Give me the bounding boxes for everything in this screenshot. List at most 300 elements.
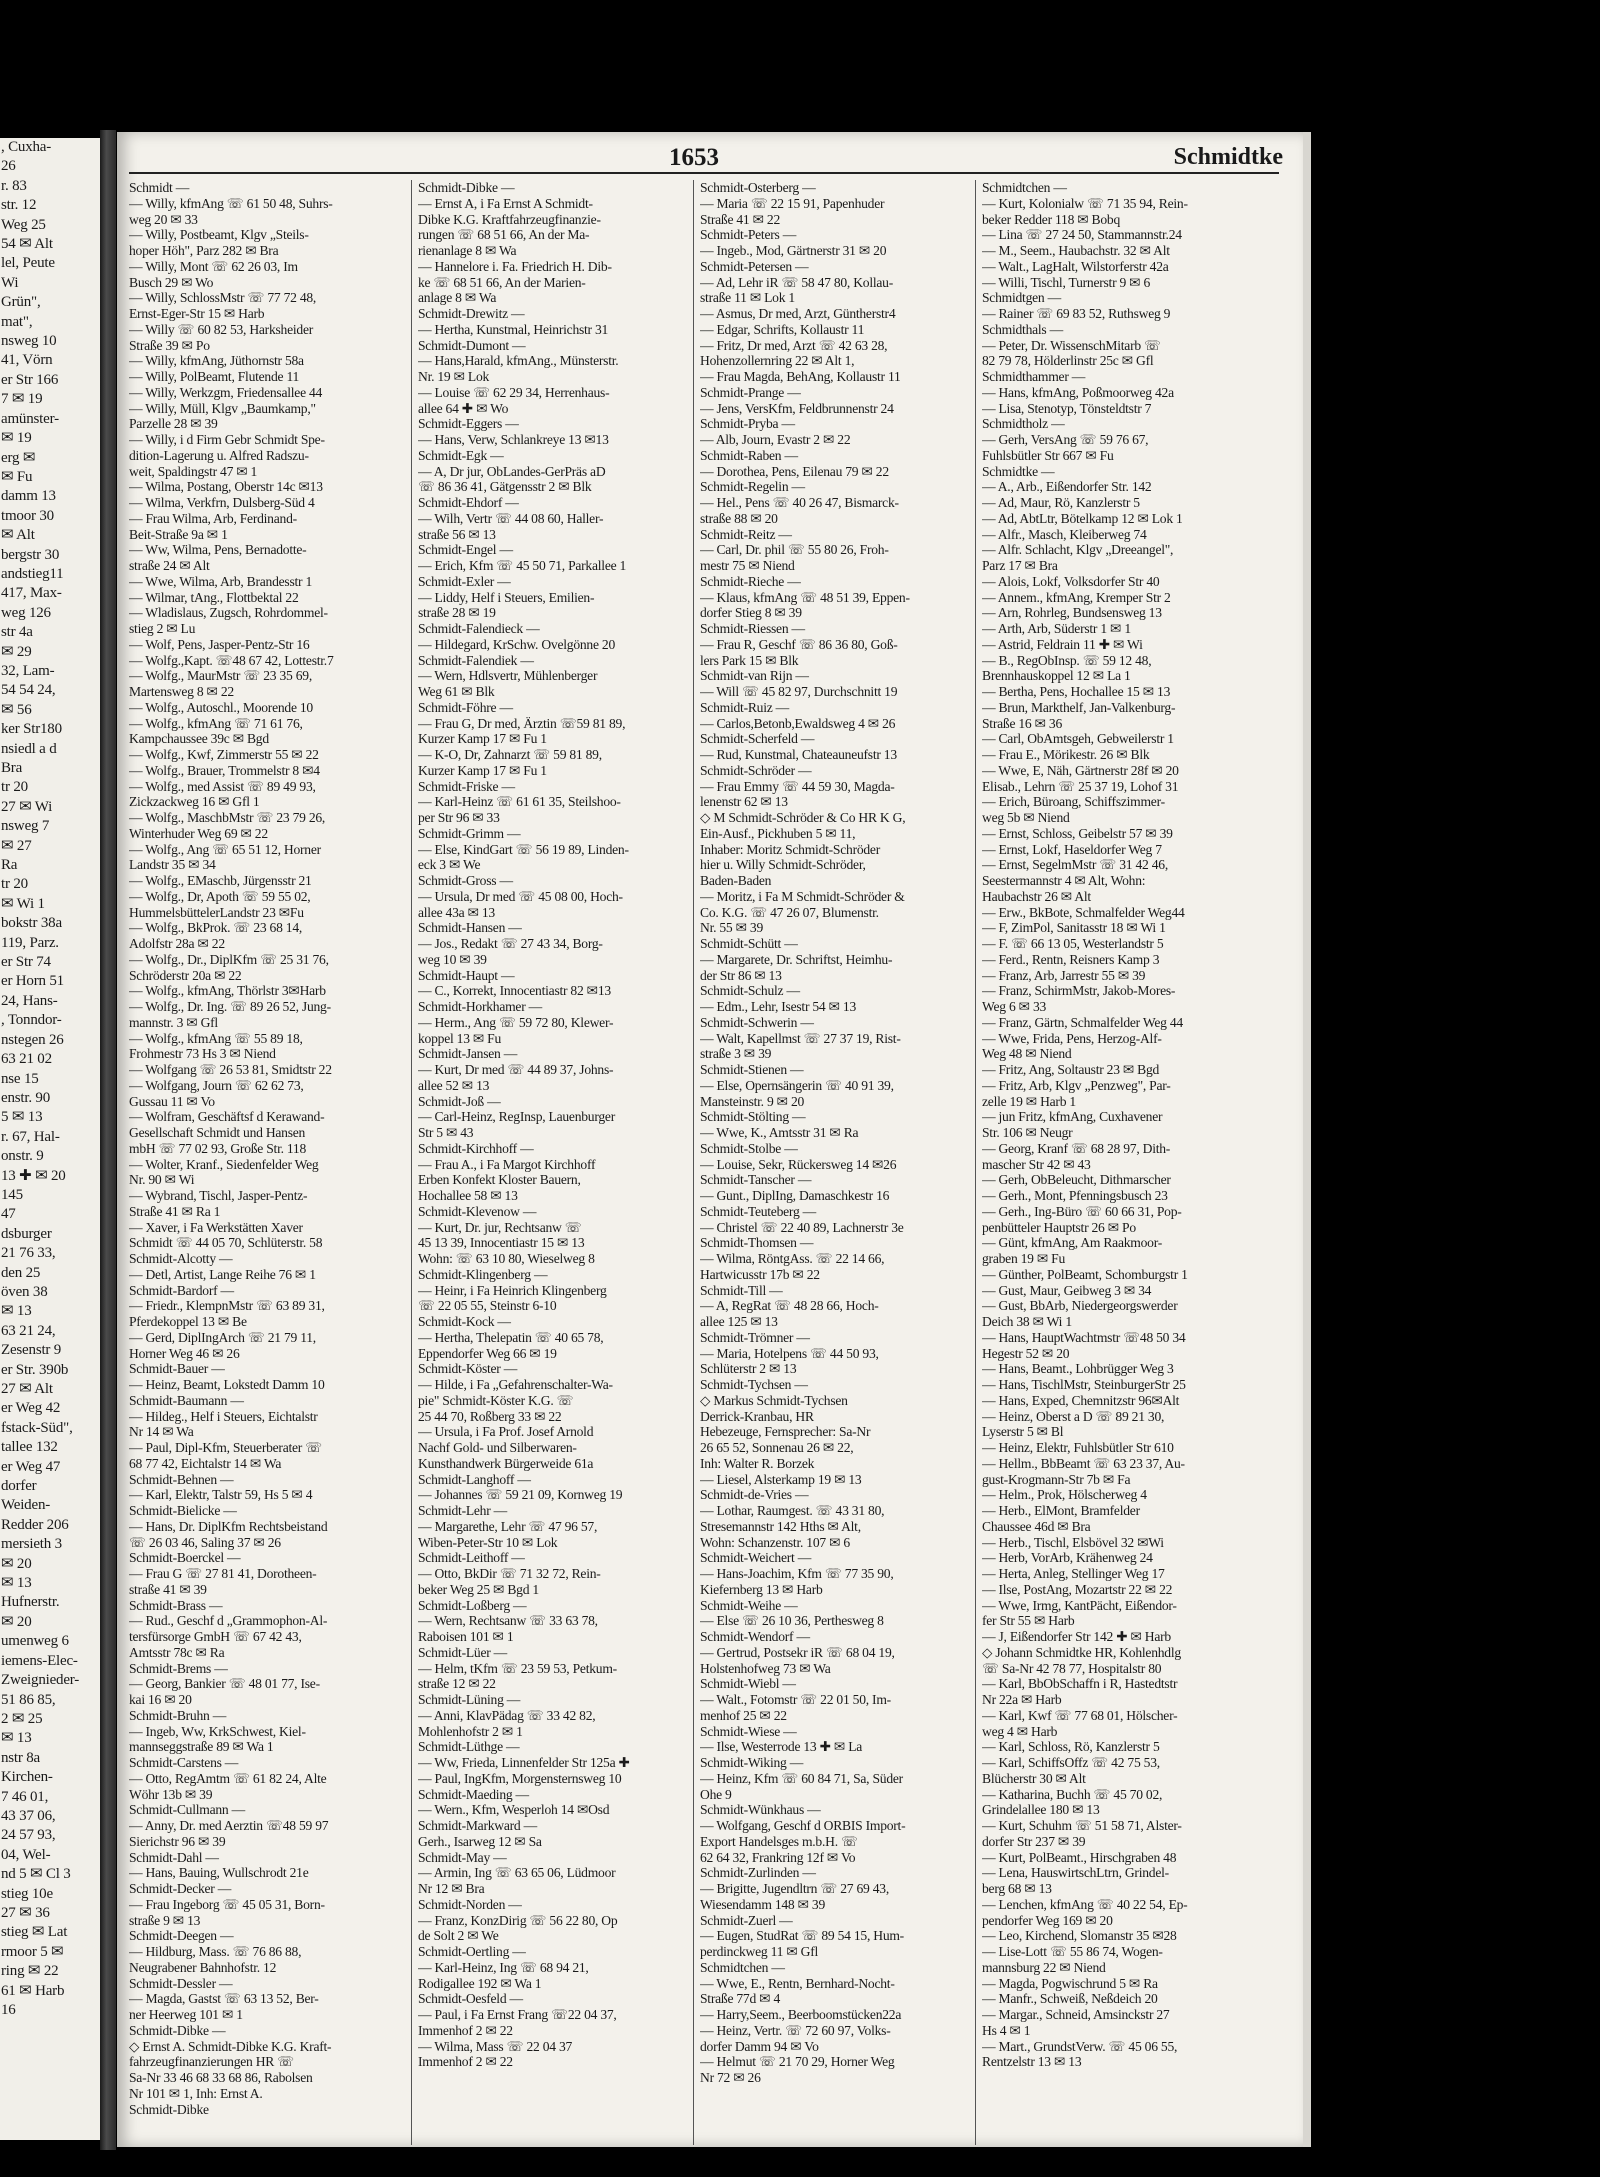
directory-entry-line: Sa-Nr 33 46 68 33 68 86, Rabolsen: [129, 2070, 313, 2085]
directory-entry-line: beker Weg 25 ✉ Bgd 1: [418, 1581, 539, 1597]
previous-page-line: nd 5 ✉ Cl 3: [1, 1866, 71, 1883]
directory-entry-line: — Lise-Lott ☏ 55 86 74, Wogen-: [982, 1944, 1163, 1959]
directory-entry-line: — Helm, tKfm ☏ 23 59 53, Petkum-: [418, 1660, 617, 1676]
previous-page-line: mat",: [1, 313, 33, 330]
directory-entry-line: — Hans, Bauing, Wullschrodt 21e: [129, 1865, 309, 1881]
directory-entry-line: Schmidt-Peters —: [700, 227, 797, 243]
directory-entry-line: Hochallee 58 ✉ 13: [418, 1188, 518, 1203]
directory-entry-line: Schmidt-Pryba —: [700, 416, 795, 432]
directory-entry-line: — F. ☏ 66 13 05, Westerlandstr 5: [982, 936, 1164, 951]
directory-entry-line: Blücherstr 30 ✉ Alt: [982, 1770, 1086, 1786]
directory-entry-line: — Wolfg., Kwf, Zimmerstr 55 ✉ 22: [129, 747, 319, 762]
directory-entry-line: Chaussee 46d ✉ Bra: [982, 1518, 1091, 1534]
directory-entry-line: Beit-Straße 9a ✉ 1: [129, 526, 228, 542]
directory-entry-line: — Herb., Tischl, Elsbövel 32 ✉Wi: [982, 1534, 1164, 1550]
directory-entry-line: Schmidt-Decker —: [129, 1881, 232, 1896]
directory-entry-line: — Willy, SchlossMstr ☏ 77 72 48,: [129, 290, 317, 306]
directory-entry-line: Schmidt-Zuerl —: [700, 1912, 793, 1928]
directory-entry-line: — Leo, Kirchend, Slomanstr 35 ✉28: [982, 1928, 1177, 1944]
directory-entry-line: — Ferd., Rentn, Reisners Kamp 3: [982, 951, 1160, 967]
directory-entry-line: Horner Weg 46 ✉ 26: [129, 1345, 240, 1361]
previous-page-line: 145: [1, 1186, 23, 1203]
directory-entry-line: Schmidt-Rieche —: [700, 573, 801, 589]
directory-entry-line: Nr 72 ✉ 26: [700, 2070, 761, 2085]
previous-page-line: nstr 8a: [1, 1749, 41, 1766]
directory-entry-line: allee 125 ✉ 13: [700, 1314, 778, 1329]
previous-page-line: er Str. 390b: [1, 1361, 69, 1378]
directory-entry-line: — Wolfg., kfmAng ☏ 55 89 18,: [129, 1030, 303, 1046]
directory-entry-line: Grindelallee 180 ✉ 13: [982, 1802, 1100, 1818]
previous-page-line: 43 37 06,: [1, 1807, 56, 1824]
directory-entry-line: — Detl, Artist, Lange Reihe 76 ✉ 1: [129, 1266, 316, 1282]
directory-entry-line: Adolfstr 28a ✉ 22: [129, 936, 225, 951]
directory-entry-line: straße 9 ✉ 13: [129, 1912, 201, 1928]
previous-page-line: 04, Wel-: [1, 1846, 51, 1863]
previous-page-line: stieg ✉ Lat: [1, 1924, 68, 1941]
directory-entry-line: — Ingeb., Mod, Gärtnerstr 31 ✉ 20: [700, 243, 887, 258]
directory-entry-line: Schmidt-Loßberg —: [418, 1597, 527, 1613]
directory-entry-line: — Herm., Ang ☏ 59 72 80, Klewer-: [418, 1014, 614, 1030]
directory-entry-line: — Hildegard, KrSchw. Ovelgönne 20: [418, 636, 615, 652]
previous-page-line: onstr. 9: [1, 1148, 44, 1165]
directory-entry-line: — Ernst, SegelmMstr ☏ 31 42 46,: [982, 857, 1168, 873]
directory-entry-line: Schröderstr 20a ✉ 22: [129, 967, 242, 983]
directory-entry-line: Schmidt-Schulz —: [700, 983, 800, 999]
directory-entry-line: dorfer Damm 94 ✉ Vo: [700, 2038, 819, 2054]
directory-entry-line: — Liddy, Helf i Steuers, Emilien-: [418, 589, 595, 605]
directory-entry-line: — Helm., Prok, Hölscherweg 4: [982, 1487, 1147, 1503]
directory-entry-line: — Katharina, Buchh ☏ 45 70 02,: [982, 1786, 1163, 1802]
directory-entry-line: — Günt, kfmAng, Am Raakmoor-: [982, 1235, 1162, 1251]
directory-entry-line: Schmidt-Jansen —: [418, 1046, 518, 1062]
directory-entry-line: Erben Konfekt Kloster Bauern,: [418, 1172, 581, 1188]
directory-entry-line: — Karl-Heinz ☏ 61 61 35, Steilshoo-: [418, 794, 621, 810]
directory-entry-line: tersfürsorge GmbH ☏ 67 42 43,: [129, 1629, 302, 1644]
directory-entry-line: Schmidt-Kirchhoff —: [418, 1140, 534, 1156]
previous-page-line: 63 21 02: [1, 1051, 52, 1068]
directory-entry-line: Schmidt-Brems —: [129, 1660, 228, 1676]
directory-entry-line: allee 52 ✉ 13: [418, 1077, 490, 1093]
directory-entry-line: Inh: Walter R. Borzek: [700, 1455, 815, 1471]
directory-entry-line: ☏ 22 05 55, Steinstr 6-10: [418, 1298, 557, 1314]
directory-entry-line: — Alfr., Masch, Kleiberweg 74: [982, 526, 1147, 542]
directory-entry-line: — Edgar, Schrifts, Kollaustr 11: [700, 321, 865, 337]
directory-entry-line: Schmidt-Lüning —: [418, 1692, 521, 1707]
previous-page-line: er Weg 42: [1, 1400, 61, 1417]
previous-page-line: erg ✉: [1, 449, 36, 466]
previous-page-line: 5 ✉ 13: [1, 1109, 43, 1126]
directory-entry-line: — Herta, Anleg, Stellinger Weg 17: [982, 1566, 1165, 1581]
directory-entry-line: Schmidt-Wendorf —: [700, 1629, 810, 1644]
directory-entry-line: — Hilde, i Fa „Gefahrenschalter-Wa-: [418, 1377, 613, 1392]
directory-entry-line: — Wolfgang, Journ ☏ 62 62 73,: [129, 1077, 304, 1093]
directory-entry-line: Schmidt-Kock —: [418, 1314, 511, 1329]
directory-entry-line: — Willy, i d Firm Gebr Schmidt Spe-: [129, 432, 325, 447]
directory-entry-line: — Georg, Kranf ☏ 68 28 97, Dith-: [982, 1140, 1171, 1156]
directory-entry-line: — Fritz, Arb, Klgv „Penzweg", Par-: [982, 1077, 1171, 1093]
directory-entry-line: straße 24 ✉ Alt: [129, 558, 210, 573]
directory-entry-line: — Hildburg, Mass. ☏ 76 86 88,: [129, 1944, 302, 1959]
directory-entry-line: — Lina ☏ 27 24 50, Stammannstr.24: [982, 227, 1182, 243]
directory-entry-line: Kampchaussee 39c ✉ Bgd: [129, 731, 269, 747]
directory-entry-line: — Gunt., DiplIng, Damaschkestr 16: [700, 1188, 890, 1203]
directory-entry-line: Export Handelsges m.b.H. ☏: [700, 1833, 858, 1849]
directory-entry-line: Schmidt-Egk —: [418, 447, 504, 463]
directory-entry-line: — Wolfgang, Geschf d ORBIS Import-: [700, 1818, 906, 1833]
directory-entry-line: — Heinz, Kfm ☏ 60 84 71, Sa, Süder: [700, 1770, 903, 1786]
directory-entry-line: Dibke K.G. Kraftfahrzeugfinanzie-: [418, 211, 601, 227]
directory-entry-line: 26 65 52, Sonnenau 26 ✉ 22,: [700, 1440, 854, 1455]
directory-entry-line: — Louise ☏ 62 29 34, Herrenhaus-: [418, 384, 610, 400]
directory-entry-line: straße 11 ✉ Lok 1: [700, 290, 795, 306]
directory-entry-line: allee 64 ✚ ✉ Wo: [418, 400, 509, 416]
directory-entry-line: Kurzer Kamp 17 ✉ Fu 1: [418, 762, 547, 778]
directory-entry-line: lers Park 15 ✉ Blk: [700, 652, 799, 668]
directory-entry-line: Kunsthandwerk Bürgerweide 61a: [418, 1455, 594, 1471]
directory-entry-line: Schmidt-Dumont —: [418, 337, 526, 353]
directory-entry-line: — Willy, Müll, Klgv „Baumkamp,": [129, 400, 316, 416]
directory-entry-line: Schmidt-Dahl —: [129, 1849, 219, 1865]
previous-page-line: 7 ✉ 19: [1, 391, 43, 408]
directory-entry-line: weg 4 ✉ Harb: [982, 1723, 1058, 1739]
directory-entry-line: Elisab., Lehrn ☏ 25 37 19, Lohof 31: [982, 778, 1179, 794]
directory-entry-line: Lyserstr 5 ✉ Bl: [982, 1424, 1064, 1440]
directory-entry-line: Schmidtchen —: [700, 1959, 785, 1975]
directory-entry-line: Schmidt-Cullmann —: [129, 1802, 245, 1818]
directory-entry-line: — Arth, Arb, Süderstr 1 ✉ 1: [982, 621, 1131, 636]
directory-entry-line: 62 64 32, Frankring 12f ✉ Vo: [700, 1849, 856, 1865]
directory-entry-line: — Hans, Beamt., Lohbrügger Weg 3: [982, 1361, 1174, 1377]
previous-page-line: 26: [1, 158, 16, 175]
directory-entry-line: graben 19 ✉ Fu: [982, 1251, 1066, 1266]
directory-entry-line: — Ww, Frieda, Linnenfelder Str 125a ✚: [418, 1755, 630, 1770]
directory-entry-line: — Karl, SchiffsOffz ☏ 42 75 53,: [982, 1755, 1160, 1770]
directory-entry-line: — Margarethe, Lehr ☏ 47 96 57,: [418, 1518, 598, 1534]
directory-entry-line: — Karl, BbObSchaffn i R, Hastedtstr: [982, 1676, 1178, 1692]
page-edge: [1303, 132, 1311, 2147]
directory-entry-line: Parzelle 28 ✉ 39: [129, 416, 218, 432]
directory-entry-line: Schmidt-Thomsen —: [700, 1235, 814, 1251]
previous-page-line: iemens-Elec-: [1, 1652, 78, 1669]
directory-entry-line: — Margarete, Dr. Schriftst, Heimhu-: [700, 951, 893, 967]
directory-entry-line: — Otto, BkDir ☏ 71 32 72, Rein-: [418, 1566, 601, 1581]
previous-page-line: lel, Peute: [1, 255, 55, 272]
directory-entry-line: Neugrabener Bahnhofstr. 12: [129, 1959, 277, 1975]
directory-entry-line: — Wolfg., kfmAng, Thörlstr 3✉Harb: [129, 983, 326, 999]
page-number: 1653: [669, 144, 719, 171]
directory-column-4: [975, 180, 1257, 2145]
directory-entry-line: Mohlenhofstr 2 ✉ 1: [418, 1723, 523, 1739]
directory-entry-line: Ein-Ausf., Pickhuben 5 ✉ 11,: [700, 825, 856, 841]
directory-entry-line: Straße 77d ✉ 4: [700, 1991, 781, 2007]
directory-entry-line: — Erich, Büroang, Schiffszimmer-: [982, 794, 1165, 810]
previous-page-line: nse 15: [1, 1070, 39, 1087]
previous-page-line: r. 83: [1, 177, 27, 194]
directory-entry-line: Schmidt-Till —: [700, 1282, 783, 1298]
directory-entry-line: ☏ 86 36 41, Gätgensstr 2 ✉ Blk: [418, 479, 592, 495]
previous-page-line: weg 126: [1, 604, 51, 621]
directory-entry-line: fer Str 55 ✉ Harb: [982, 1613, 1075, 1629]
directory-entry-line: — Alois, Lokf, Volksdorfer Str 40: [982, 573, 1160, 589]
directory-entry-line: Gerh., Isarweg 12 ✉ Sa: [418, 1833, 542, 1849]
directory-entry-line: Schmidt-Joß —: [418, 1093, 501, 1109]
directory-entry-line: Schmidt-Boerckel —: [129, 1550, 241, 1566]
directory-entry-line: Nr 14 ✉ Wa: [129, 1424, 194, 1440]
directory-entry-line: Schmidt-Behnen —: [129, 1471, 234, 1487]
directory-entry-line: lenenstr 62 ✉ 13: [700, 794, 788, 810]
directory-entry-line: — Else ☏ 26 10 36, Perthesweg 8: [700, 1613, 884, 1629]
previous-page-line: er Horn 51: [1, 973, 64, 990]
directory-entry-line: — Lenchen, kfmAng ☏ 40 22 54, Ep-: [982, 1896, 1188, 1912]
previous-page-line: er Str 74: [1, 954, 51, 971]
directory-entry-line: Hebezeuge, Fernsprecher: Sa-Nr: [700, 1424, 871, 1440]
previous-page-line: ✉ 13: [1, 1730, 32, 1747]
directory-entry-line: Wohn: ☏ 63 10 80, Wieselweg 8: [418, 1251, 595, 1266]
directory-entry-line: hier u. Willy Schmidt-Schröder,: [700, 857, 866, 873]
directory-entry-line: straße 3 ✉ 39: [700, 1046, 772, 1062]
directory-entry-line: Schmidt-Wiebl —: [700, 1676, 796, 1692]
directory-entry-line: — Hans, kfmAng, Poßmoorweg 42a: [982, 384, 1174, 400]
directory-entry-line: Schmidt-Tychsen —: [700, 1377, 808, 1392]
directory-entry-line: — Louise, Sekr, Rückersweg 14 ✉26: [700, 1156, 897, 1172]
directory-entry-line: — Willy ☏ 60 82 53, Harksheider: [129, 321, 314, 337]
directory-entry-line: Schmidthammer —: [982, 369, 1086, 384]
previous-page-fragment: [0, 138, 103, 2140]
directory-entry-line: eck 3 ✉ We: [418, 857, 481, 873]
directory-entry-line: Rentzelstr 13 ✉ 13: [982, 2054, 1082, 2070]
directory-entry-line: Schmidt-Leithoff —: [418, 1550, 525, 1566]
directory-entry-line: Str 5 ✉ 43: [418, 1125, 474, 1140]
directory-entry-line: — Dorothea, Pens, Eilenau 79 ✉ 22: [700, 463, 889, 479]
previous-page-line: ✉ Fu: [1, 468, 33, 485]
directory-entry-line: Schmidt-Stienen —: [700, 1062, 804, 1077]
directory-entry-line: — Paul, IngKfm, Morgensternsweg 10: [418, 1770, 622, 1786]
directory-entry-line: Stresemannstr 142 Hths ✉ Alt,: [700, 1518, 861, 1534]
directory-entry-line: ◇ Johann Schmidtke HR, Kohlenhdlg: [982, 1644, 1181, 1660]
directory-entry-line: Schmidt-Alcotty —: [129, 1251, 233, 1266]
directory-entry-line: Schmidt-Schütt —: [700, 936, 798, 951]
directory-entry-line: — Wwe, Irmg, KantPächt, Eißendor-: [982, 1597, 1177, 1613]
directory-entry-line: — Hans, TischlMstr, SteinburgerStr 25: [982, 1377, 1186, 1392]
previous-page-line: umenweg 6: [1, 1633, 69, 1650]
directory-entry-line: Immenhof 2 ✉ 22: [418, 2022, 513, 2038]
directory-entry-line: straße 28 ✉ 19: [418, 605, 496, 621]
directory-entry-line: — Ursula, i Fa Prof. Josef Arnold: [418, 1424, 594, 1440]
directory-entry-line: Ernst-Eger-Str 15 ✉ Harb: [129, 306, 265, 321]
directory-entry-line: — A, RegRat ☏ 48 28 66, Hoch-: [700, 1298, 879, 1314]
previous-page-line: nsiedl a d: [1, 740, 57, 757]
directory-entry-line: weit, Spaldingstr 47 ✉ 1: [129, 463, 258, 479]
previous-page-line: ✉ 27: [1, 837, 32, 854]
directory-entry-line: — Franz, SchirmMstr, Jakob-Mores-: [982, 983, 1176, 999]
directory-entry-line: Nr. 55 ✉ 39: [700, 920, 764, 936]
directory-entry-line: 68 77 42, Eichtalstr 14 ✉ Wa: [129, 1455, 282, 1471]
directory-entry-line: Schmidt-Gross —: [418, 873, 513, 888]
previous-page-line: 27 ✉ 36: [1, 1904, 50, 1921]
previous-page-line: Weg 25: [1, 216, 46, 233]
directory-entry-line: Weg 61 ✉ Blk: [418, 684, 495, 699]
directory-entry-line: Schmidt-Bruhn —: [129, 1707, 227, 1723]
directory-entry-line: — Wolfg., med Assist ☏ 89 49 93,: [129, 778, 316, 794]
directory-entry-line: Schmidt-Oertling —: [418, 1944, 526, 1959]
directory-entry-line: — Brigitte, Jugendltrn ☏ 27 69 43,: [700, 1881, 889, 1896]
directory-entry-line: mbH ☏ 77 02 93, Große Str. 118: [129, 1140, 307, 1156]
directory-entry-line: — Eugen, StudRat ☏ 89 54 15, Hum-: [700, 1928, 904, 1944]
directory-entry-line: per Str 96 ✉ 33: [418, 810, 500, 825]
directory-entry-line: — Rainer ☏ 69 83 52, Ruthsweg 9: [982, 306, 1171, 321]
previous-page-line: tr 20: [1, 779, 28, 796]
directory-entry-line: mestr 75 ✉ Niend: [700, 558, 795, 573]
directory-entry-line: — Hans, Dr. DiplKfm Rechtsbeistand: [129, 1518, 328, 1534]
directory-entry-line: mascher Str 42 ✉ 43: [982, 1156, 1091, 1172]
previous-page-line: 24, Hans-: [1, 992, 58, 1009]
directory-entry-line: Schmidt-Wiese —: [700, 1723, 797, 1739]
directory-entry-line: ☏ 26 03 46, Saling 37 ✉ 26: [129, 1534, 281, 1550]
directory-entry-line: Rodigallee 192 ✉ Wa 1: [418, 1975, 542, 1991]
directory-entry-line: — Kurt, Schuhm ☏ 51 58 71, Alster-: [982, 1818, 1182, 1833]
previous-page-line: , Cuxha-: [1, 139, 52, 155]
directory-entry-line: Busch 29 ✉ Wo: [129, 274, 214, 290]
directory-entry-line: 45 13 39, Innocentiastr 15 ✉ 13: [418, 1235, 585, 1251]
directory-entry-line: Schmidt-Petersen —: [700, 258, 809, 274]
directory-entry-line: ◇ Markus Schmidt-Tychsen: [700, 1392, 848, 1408]
directory-entry-line: zelle 19 ✉ Harb 1: [982, 1093, 1076, 1109]
directory-entry-line: — Wolfg., Dr, Apoth ☏ 59 55 02,: [129, 888, 311, 904]
directory-entry-line: — Hertha, Kunstmal, Heinrichstr 31: [418, 321, 609, 337]
directory-entry-line: — Wolfg., MaurMstr ☏ 23 35 69,: [129, 668, 312, 684]
directory-entry-line: Schmidt-Norden —: [418, 1896, 522, 1912]
directory-entry-line: Schmidt ☏ 44 05 70, Schlüterstr. 58: [129, 1235, 323, 1251]
previous-page-line: 27 ✉ Alt: [1, 1381, 53, 1397]
directory-entry-line: Schmidt-Schwerin —: [700, 1014, 814, 1030]
directory-entry-line: — Franz, Arb, Jarrestr 55 ✉ 39: [982, 967, 1146, 983]
directory-entry-line: — Franz, Gärtn, Schmalfelder Weg 44: [982, 1014, 1183, 1030]
directory-entry-line: — Frau G ☏ 27 81 41, Dorotheen-: [129, 1566, 317, 1581]
directory-entry-line: Schmidt-Stolbe —: [700, 1140, 798, 1156]
previous-page-line: bokstr 38a: [1, 915, 62, 932]
directory-entry-line: Wöhr 13b ✉ 39: [129, 1786, 213, 1802]
directory-entry-line: HummelsbüttelerLandstr 23 ✉Fu: [129, 904, 304, 920]
directory-entry-line: Martensweg 8 ✉ 22: [129, 684, 234, 699]
directory-entry-line: Schmidt-Oesfeld —: [418, 1991, 523, 2007]
directory-entry-line: — Paul, i Fa Ernst Frang ☏22 04 37,: [418, 2007, 617, 2022]
directory-entry-line: Schmidt-Engel —: [418, 542, 513, 558]
directory-entry-line: pendorfer Weg 169 ✉ 20: [982, 1912, 1113, 1928]
directory-entry-line: — Wilma, Mass ☏ 22 04 37: [418, 2038, 573, 2054]
directory-entry-line: Hegestr 52 ✉ 20: [982, 1345, 1070, 1361]
directory-entry-line: — Carl, Dr. phil ☏ 55 80 26, Froh-: [700, 542, 889, 558]
previous-page-line: ✉ 29: [1, 643, 32, 660]
directory-entry-line: — Walt, Kapellmst ☏ 27 37 19, Rist-: [700, 1030, 901, 1046]
directory-entry-line: — Wolfg., BkProk. ☏ 23 68 14,: [129, 920, 303, 936]
directory-entry-line: Schmidt-Reitz —: [700, 526, 792, 542]
directory-entry-line: Schmidt-Föhre —: [418, 699, 513, 715]
directory-entry-line: — Magda, Pogwischrund 5 ✉ Ra: [982, 1975, 1158, 1991]
directory-entry-line: — Brun, Markthelf, Jan-Valkenburg-: [982, 699, 1176, 715]
directory-entry-line: — Wwe, Wilma, Arb, Brandesstr 1: [129, 573, 312, 589]
page-header: [129, 138, 1299, 174]
directory-entry-line: — jun Fritz, kfmAng, Cuxhavener: [982, 1109, 1163, 1125]
directory-entry-line: penbütteler Hauptstr 26 ✉ Po: [982, 1219, 1136, 1235]
directory-entry-line: Schmidt-Wünkhaus —: [700, 1802, 821, 1818]
directory-entry-line: — Moritz, i Fa M Schmidt-Schröder &: [700, 888, 905, 904]
previous-page-line: 21 76 33,: [1, 1245, 56, 1262]
directory-entry-line: — Kurt, Dr med ☏ 44 89 37, Johns-: [418, 1062, 614, 1077]
directory-entry-line: ner Heerweg 101 ✉ 1: [129, 2007, 243, 2022]
directory-entry-line: — Ad, Lehr iR ☏ 58 47 80, Kollau-: [700, 274, 894, 290]
directory-entry-line: — Franz, KonzDirig ☏ 56 22 80, Op: [418, 1912, 618, 1928]
directory-entry-line: Schmidt-Ehdorf —: [418, 495, 519, 510]
directory-entry-line: Schmidt-Regelin —: [700, 479, 805, 495]
directory-entry-line: — Johannes ☏ 59 21 09, Kornweg 19: [418, 1487, 623, 1503]
previous-page-line: ✉ Alt: [1, 527, 35, 544]
previous-page-line: dorfer: [1, 1478, 37, 1495]
directory-entry-line: — Heinz, Beamt, Lokstedt Damm 10: [129, 1377, 325, 1392]
directory-entry-line: beker Redder 118 ✉ Bobq: [982, 211, 1121, 227]
directory-entry-line: Nachf Gold- und Silberwaren-: [418, 1440, 577, 1455]
directory-entry-line: Schmidt-Riessen —: [700, 621, 805, 636]
previous-page-line: rmoor 5 ✉: [1, 1943, 64, 1960]
directory-entry-line: — Wilma, RöntgAss. ☏ 22 14 66,: [700, 1251, 885, 1266]
directory-entry-line: Schlüterstr 2 ✉ 13: [700, 1361, 797, 1377]
directory-entry-line: Schmidt-Baumann —: [129, 1392, 244, 1408]
directory-entry-line: Pferdekoppel 13 ✉ Be: [129, 1314, 247, 1329]
directory-entry-line: — Else, Opernsängerin ☏ 40 91 39,: [700, 1077, 894, 1093]
directory-entry-line: Landstr 35 ✉ 34: [129, 857, 216, 873]
directory-entry-line: — Gerh, VersAng ☏ 59 76 67,: [982, 432, 1149, 447]
directory-entry-line: Schmidt-Schröder —: [700, 762, 812, 778]
directory-entry-line: berg 68 ✉ 13: [982, 1881, 1052, 1896]
previous-page-line: , Tonndor-: [1, 1012, 62, 1029]
directory-entry-line: — Wolfg.,Kapt. ☏48 67 42, Lottestr.7: [129, 652, 334, 668]
directory-entry-line: — Kurt, Kolonialw ☏ 71 35 94, Rein-: [982, 195, 1188, 211]
previous-page-line: andstieg11: [1, 565, 64, 582]
directory-entry-line: Hohenzollernring 22 ✉ Alt 1,: [700, 353, 855, 369]
directory-entry-line: — Carlos,Betonb,Ewaldsweg 4 ✉ 26: [700, 715, 896, 731]
directory-entry-line: — Rud., Geschf d „Grammophon-Al-: [129, 1613, 328, 1629]
directory-entry-line: Gussau 11 ✉ Vo: [129, 1093, 215, 1109]
directory-entry-line: — Magda, Gastst ☏ 63 13 52, Ber-: [129, 1991, 319, 2007]
directory-entry-line: Schmidt-Zurlinden —: [700, 1865, 816, 1881]
directory-entry-line: ◇ M Schmidt-Schröder & Co HR K G,: [700, 810, 906, 825]
directory-entry-line: — Heinz, Oberst a D ☏ 89 21 30,: [982, 1408, 1165, 1424]
previous-page-line: er Weg 47: [1, 1458, 61, 1475]
previous-page-line: Hufnerstr.: [1, 1594, 60, 1611]
directory-entry-line: Schmidt-Brass —: [129, 1597, 223, 1613]
previous-page-line: 13 ✚ ✉ 20: [1, 1167, 66, 1184]
directory-entry-line: — Otto, RegAmtm ☏ 61 82 24, Alte: [129, 1770, 327, 1786]
directory-entry-line: Seestermannstr 4 ✉ Alt, Wohn:: [982, 873, 1146, 888]
directory-entry-line: pie" Schmidt-Köster K.G. ☏: [418, 1392, 574, 1408]
directory-entry-line: Schmidt-Osterberg —: [700, 180, 816, 195]
directory-entry-line: Kiefernberg 13 ✉ Harb: [700, 1581, 823, 1597]
directory-entry-line: Inhaber: Moritz Schmidt-Schröder: [700, 841, 880, 857]
directory-entry-line: — Rud, Kunstmal, Chateauneufstr 13: [700, 747, 897, 762]
directory-entry-line: Schmidt-Raben —: [700, 447, 798, 463]
directory-entry-line: Schmidt-Drewitz —: [418, 306, 525, 321]
directory-entry-line: — Maria, Hotelpens ☏ 44 50 93,: [700, 1345, 879, 1361]
directory-entry-line: — Wwe, E., Rentn, Bernhard-Nocht-: [700, 1975, 895, 1991]
directory-entry-line: Schmidt-Maeding —: [418, 1786, 529, 1802]
directory-entry-line: — Heinz, Elektr, Fuhlsbütler Str 610: [982, 1440, 1174, 1455]
directory-column-1: [129, 180, 411, 2145]
directory-entry-line: koppel 13 ✉ Fu: [418, 1030, 502, 1046]
directory-entry-line: Schmidt-Falendieck —: [418, 621, 540, 636]
previous-page-line: Wi: [1, 274, 19, 291]
directory-entry-line: — Wwe, Frida, Pens, Herzog-Alf-: [982, 1030, 1162, 1046]
previous-page-line: str. 12: [1, 197, 37, 214]
previous-page-line: bergstr 30: [1, 546, 60, 563]
